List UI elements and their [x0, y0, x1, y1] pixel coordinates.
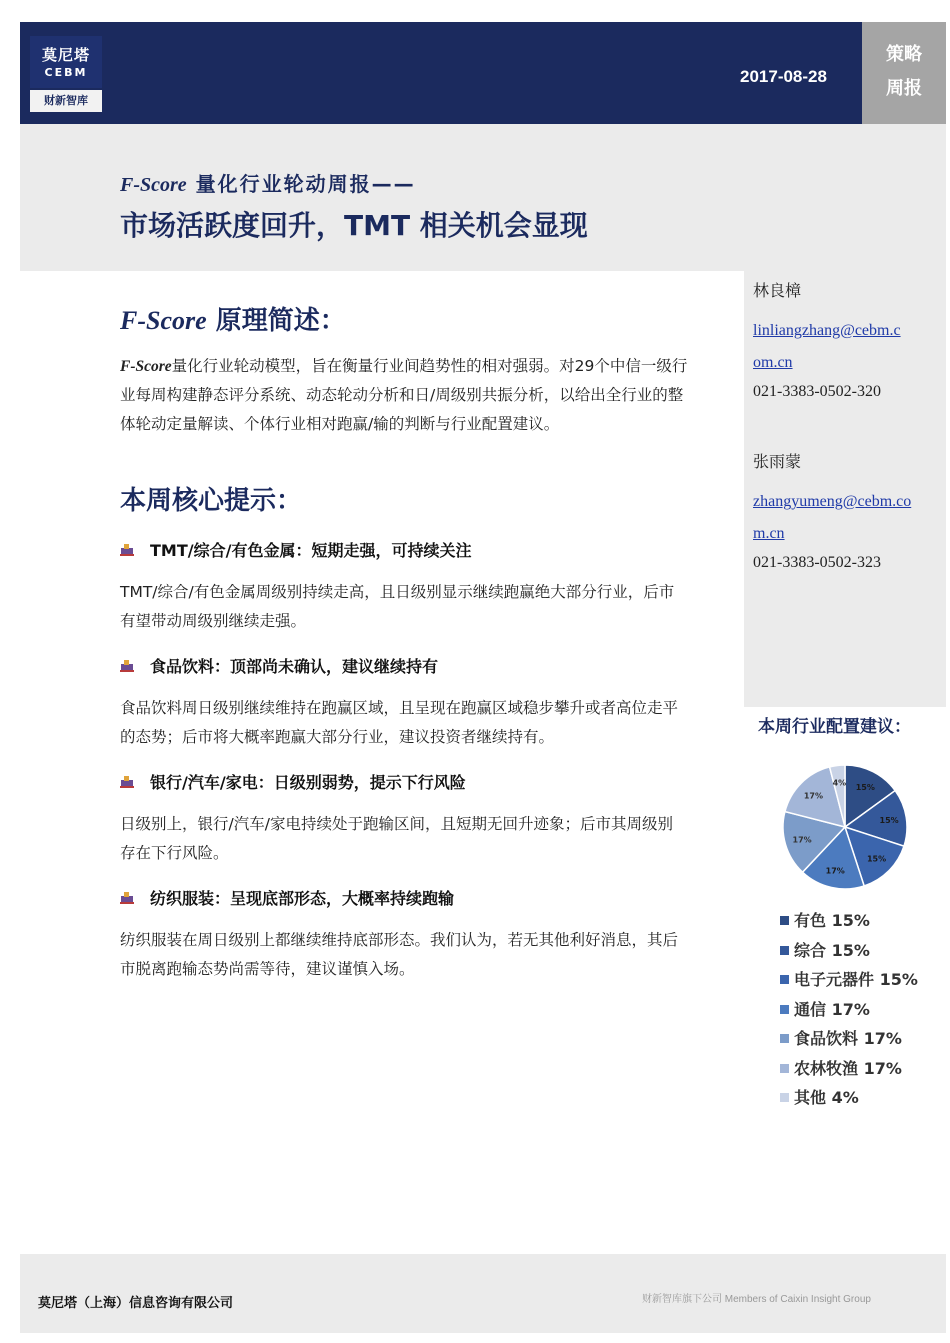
principle-line: 业每周构建静态评分系统、动态轮动分析和日/周级别共振分析，以给出全行业的整 [120, 386, 684, 404]
logo-en: CEBM [44, 66, 88, 79]
footer-company: 莫尼塔（上海）信息咨询有限公司 [38, 1296, 234, 1311]
principle-fscore: F-Score [120, 358, 172, 375]
logo-cn: 莫尼塔 [41, 46, 90, 64]
footer-group: 财新智库旗下公司 Members of Caixin Insight Group [642, 1294, 871, 1305]
logo-sub: 财新智库 [30, 90, 102, 112]
bullet-icon [120, 543, 134, 557]
bullet-icon [120, 775, 134, 789]
analyst-phone: 021-3383-0502-320 [753, 383, 881, 400]
sidebar-band [744, 124, 946, 707]
pie-label-7: 4% [832, 778, 847, 788]
legend-label: 农林牧渔 17% [794, 1058, 902, 1078]
report-subtitle [120, 168, 416, 197]
core-item-body: 日级别上，银行/汽车/家电持续处于跑输区间，且短期无回升迹象；后市其周级别 存在下行风险。 [120, 815, 673, 862]
core-item-title: TMT/综合/有色金属：短期走强，可持续关注 [120, 538, 471, 561]
legend-swatch [780, 1064, 789, 1073]
legend-label: 其他 4% [794, 1088, 859, 1107]
legend-swatch [780, 1034, 789, 1043]
subtitle-cn: 量化行业轮动周报—— [186, 172, 416, 196]
tag-line-1: 策略 [886, 44, 922, 65]
legend-item-6 [780, 1056, 902, 1079]
legend-label: 综合 15% [794, 940, 870, 960]
report-title: 市场活跃度回升，TMT 相关机会显现 [120, 209, 588, 242]
pie-label-6: 17% [803, 791, 824, 801]
legend-label: 通信 17% [794, 999, 870, 1019]
core-item-body: 食品饮料周日级别继续维持在跑赢区域，且呈现在跑赢区域稳步攀升或者高位走平 的态势；后市将大概率跑赢大部分行业，建议投资者继续持有。 [120, 699, 679, 746]
pie-label-1: 15% [855, 783, 875, 793]
analyst-email[interactable]: zhangyumeng@cebm.co m.cn [753, 493, 912, 542]
principle-paragraph [120, 352, 738, 439]
legend-swatch [780, 946, 789, 955]
legend-label: 食品饮料 17% [794, 1029, 902, 1048]
analyst-contact [753, 278, 933, 401]
cebm-logo [30, 36, 102, 112]
legend-swatch [780, 916, 789, 925]
legend-item-7 [780, 1085, 859, 1108]
principle-heading [120, 300, 346, 337]
legend-label: 电子元器件 15% [794, 970, 918, 989]
allocation-pie-chart [770, 752, 920, 902]
pie-label-5: 17% [792, 835, 812, 845]
legend-swatch [780, 1093, 789, 1102]
core-heading: 本周核心提示： [120, 486, 303, 516]
core-item-body: TMT/综合/有色金属周级别持续走高，且日级别显示继续跑赢绝大部分行业，后市 有望带动周级别继续走强。 [120, 583, 675, 630]
header-bar [20, 22, 862, 124]
analyst-phone: 021-3383-0502-323 [753, 554, 881, 571]
principle-line: F-Score量化行业轮动模型，旨在衡量行业间趋势性的相对强弱。对29个中信一级行 [120, 357, 688, 375]
analyst-name: 张雨蒙 [753, 452, 802, 471]
subtitle-latin: F-Score [120, 174, 187, 196]
core-item-title: 纺织服装：呈现底部形态，大概率持续跑输 [120, 886, 454, 909]
bullet-icon [120, 891, 134, 905]
legend-item-1 [780, 908, 870, 931]
principle-heading-latin: F-Score [120, 306, 207, 335]
legend-item-2 [780, 938, 870, 961]
core-item-body: 纺织服装在周日级别上都继续维持底部形态。我们认为，若无其他利好消息，其后 市脱离跑输态势尚需等待，建议谨慎入场。 [120, 931, 679, 978]
pie-label-2: 15% [879, 816, 899, 826]
analyst-email[interactable]: linliangzhang@cebm.c om.cn [753, 322, 901, 371]
legend-item-4 [780, 997, 870, 1020]
analyst-contact [753, 449, 933, 572]
tag-line-2: 周报 [886, 78, 922, 99]
principle-line: 体轮动定量解读、个体行业相对跑赢/输的判断与行业配置建议。 [120, 415, 560, 433]
report-date: 2017-08-28 [740, 67, 827, 86]
core-item-title: 银行/汽车/家电：日级别弱势，提示下行风险 [120, 770, 466, 793]
analyst-name: 林良樟 [753, 281, 802, 300]
logo-top [30, 36, 102, 88]
legend-label: 有色 15% [794, 911, 870, 930]
principle-heading-cn: 原理简述： [206, 306, 346, 336]
bullet-icon [120, 659, 134, 673]
pie-label-4: 17% [825, 866, 845, 876]
title-band [20, 124, 744, 271]
report-type-tag [862, 22, 946, 124]
pie-label-3: 15% [866, 854, 887, 864]
legend-swatch [780, 1005, 789, 1014]
core-item-title: 食品饮料：顶部尚未确认，建议继续持有 [120, 654, 438, 677]
allocation-title: 本周行业配置建议： [758, 717, 911, 737]
legend-swatch [780, 975, 789, 984]
legend-item-5 [780, 1026, 902, 1049]
legend-item-3 [780, 967, 918, 990]
